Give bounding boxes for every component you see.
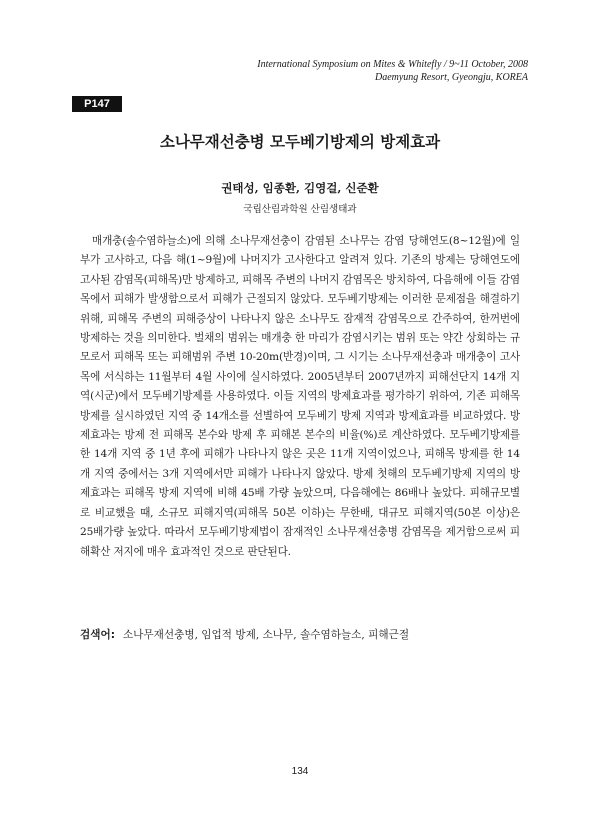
paper-title: 소나무재선충병 모두베기방제의 방제효과 [159,133,441,151]
abstract-paragraph: 매개충(솔수염하늘소)에 의해 소나무재선충이 감염된 소나무는 감염 당해연도(8~12월)에 일부가 고사하고, 다음 해(1~9월)에 나머지가 고사한다고 알려져 있다. 기존의 방제는 당해연도에 고사된 감염목(피해목)만 방제하고, 피해목 주변의 나머지 감염목은 방치하여, 다음해에 이들 감염목에서 피해가 발생함으로서 피해가 근절되지 않았다. 모두베기방제는 이러한 문제점을 해결하기 위해, 피해목 주변의 피해증상이 나타나지 않은 소나무도 잠재적 감염목으로 간주하여, 한꺼번에 방제하는 것을 의미한다. 벌채의 범위는 매개충 한 마리가 감염시키는 범위 또는 약간 상회하는 규모로서 피해목 또는 피해범위 주변 10-20m(반경)이며, 그 시기는 소나무재선충과 매개충이 고사목에 서식하는 11월부터 4월 사이에 실시하였다. 2005년부터 2007년까지 피해선단지 14개 지역(시군)에서 모두베기방제를 사용하였다. 이들 지역의 방제효과를 평가하기 위하여, 기존 피해목 방제를 실시하였던 지역 중 14개소를 선별하여 모두베기 방제 지역과 방제효과를 비교하였다. 방제효과는 방제 전 피해목 본수와 방제 후 피해본 본수의 비율(%)로 계산하였다. 모두베기방제를 한 14개 지역 중 1년 후에 피해가 나타나지 않은 곳은 11개 지역이었으나, 피해목 방제를 한 14개 지역 중에서는 3개 지역에서만 피해가 나타나지 않았다. 방제 첫해의 모두베기방제 지역의 방제효과는 피해목 방제 지역에 비해 45배 가량 높았으며, 다음해에는 86배나 높았다. 피해규모별로 비교했을 때, 소규모 피해지역(피해목 50본 이하)는 무한배, 대규모 피해지역(50본 이상)은 25배가량 높았다. 따라서 모두베기방제법이 잠재적인 소나무재선충병 감염목을 제거함으로써 피해확산 저지에 매우 효과적인 것으로 판단된다. [80,235,520,558]
abstract-body [80,232,520,562]
poster-id-badge: P147 [72,96,122,112]
keywords [80,627,520,643]
keywords-label: 검색어: [80,629,115,641]
page-number: 134 [291,766,309,777]
conference-name: International Symposium on Mites & Whitefly / 9~11 October, 2008 [257,59,528,70]
conference-header [257,58,528,84]
conference-venue: Daemyung Resort, Gyeongju, KOREA [374,72,528,83]
affiliation: 국립산림과학원 산림생태과 [243,204,357,215]
keywords-text: 소나무재선충병, 임업적 방제, 소나무, 솔수염하늘소, 피해근절 [122,629,410,641]
author-list: 권태성, 임종환, 김영걸, 신준환 [221,181,379,195]
